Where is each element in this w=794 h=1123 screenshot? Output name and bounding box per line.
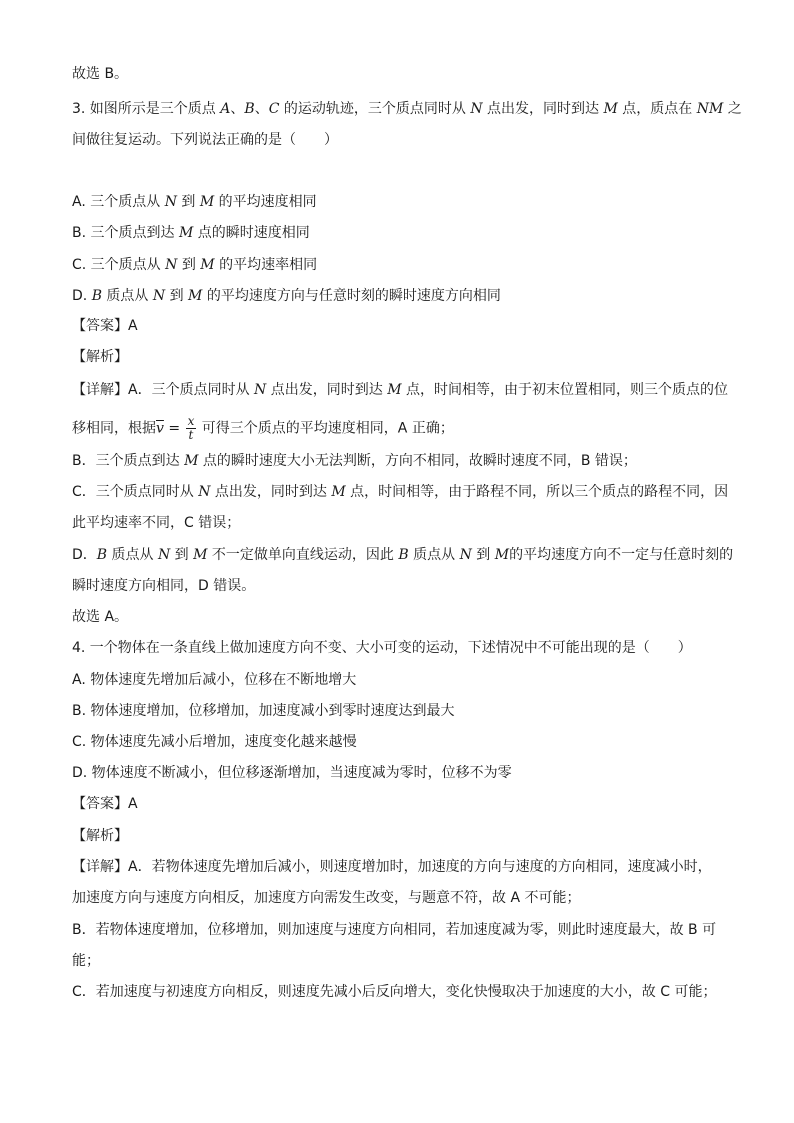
text: C．三个质点同时从 bbox=[72, 484, 199, 500]
q4-option-a: A. 物体速度先增加后减小，位移在不断地增大 bbox=[72, 672, 357, 688]
text: B. 三个质点到达 bbox=[72, 225, 179, 241]
q3-analysis-heading: 【解析】 bbox=[72, 349, 128, 365]
q3-option-a bbox=[72, 192, 317, 212]
var-m: M bbox=[178, 225, 194, 241]
var-n: N bbox=[459, 547, 472, 563]
var-v-bar: $\overline{v}$ bbox=[156, 420, 164, 437]
text: 点，质点在 bbox=[617, 101, 697, 117]
var-n: N bbox=[470, 101, 483, 117]
q3-detail-line-7: 瞬时速度方向相同，D 错误。 bbox=[72, 578, 256, 594]
var-m: M bbox=[603, 101, 618, 117]
var-m: M bbox=[387, 382, 402, 398]
text: 的平均速度相同 bbox=[214, 194, 317, 210]
text: A. 三个质点从 bbox=[72, 194, 165, 210]
text: 3. 如图所示是三个质点 bbox=[72, 101, 221, 117]
text: D. bbox=[72, 288, 92, 304]
text: 到 bbox=[471, 547, 495, 563]
var-b: B bbox=[244, 101, 255, 117]
var-nm: NM bbox=[696, 101, 724, 117]
var-n: N bbox=[164, 194, 177, 210]
q4-answer: 【答案】A bbox=[72, 796, 138, 812]
var-m: M bbox=[188, 288, 203, 304]
var-b: B bbox=[91, 288, 102, 304]
q3-detail-line-5: 此平均速率不同，C 错误； bbox=[72, 515, 241, 531]
q4-detail-line-1: 【详解】A．若物体速度先增加后减小，则速度增加时，加速度的方向与速度的方向相同，速度减小时， bbox=[72, 859, 712, 875]
q3-detail-line-3 bbox=[72, 451, 637, 471]
var-m: M bbox=[331, 484, 346, 500]
var-n: N bbox=[254, 382, 267, 398]
text: C. 三个质点从 bbox=[72, 257, 166, 273]
q3-answer: 【答案】A bbox=[72, 318, 138, 334]
q3-conclusion: 故选 A。 bbox=[72, 609, 129, 625]
text: 不一定做单向直线运动，因此 bbox=[207, 547, 399, 563]
text: 点出发，同时到达 bbox=[266, 382, 388, 398]
q3-stem-line-1 bbox=[72, 99, 742, 119]
text: 质点从 bbox=[408, 547, 460, 563]
q2-conclusion: 故选 B。 bbox=[72, 66, 129, 82]
text: 的平均速度方向不一定与任意时刻的 bbox=[509, 547, 734, 563]
text: 点的瞬时速度大小无法判断，方向不相同，故瞬时速度不同，B 错误； bbox=[198, 453, 637, 469]
var-m: M bbox=[193, 547, 208, 563]
var-n: N bbox=[152, 288, 166, 304]
var-n: N bbox=[198, 484, 211, 500]
text: 点出发，同时到达 bbox=[482, 101, 604, 117]
text: D． bbox=[72, 547, 97, 563]
text: 到 bbox=[170, 547, 194, 563]
text: 之 bbox=[723, 101, 742, 117]
var-m: M bbox=[494, 547, 510, 563]
text: 、 bbox=[254, 101, 269, 117]
fraction-numerator: x bbox=[187, 414, 195, 428]
var-m: M bbox=[184, 453, 199, 469]
var-n: N bbox=[157, 547, 171, 563]
text: 移相同，根据 bbox=[72, 420, 156, 437]
text: 点，时间相等，由于初末位置相同，则三个质点的位 bbox=[401, 382, 728, 398]
text: 【详解】A．三个质点同时从 bbox=[72, 382, 255, 398]
text: 质点从 bbox=[101, 288, 153, 304]
text: 到 bbox=[176, 194, 200, 210]
q4-detail-line-4: 能； bbox=[72, 953, 100, 969]
text: 点出发，同时到达 bbox=[210, 484, 332, 500]
text: 的平均速率相同 bbox=[214, 257, 318, 273]
text: 质点从 bbox=[107, 547, 158, 563]
q4-detail-line-3: B．若物体速度增加，位移增加，则加速度与速度方向相同，若加速度减为零，则此时速度最大，故 B 可 bbox=[72, 922, 717, 938]
text: 到 bbox=[165, 288, 189, 304]
text: 、 bbox=[230, 101, 245, 117]
q3-stem-line-2: 间做往复运动。下列说法正确的是（ ） bbox=[72, 132, 338, 148]
text: 的平均速度方向与任意时刻的瞬时速度方向相同 bbox=[202, 288, 501, 304]
q3-detail-line-1 bbox=[72, 380, 728, 400]
q4-option-c: C. 物体速度先减小后增加，速度变化越来越慢 bbox=[72, 734, 357, 750]
var-m: M bbox=[199, 194, 215, 210]
equals-sign: = bbox=[163, 420, 185, 437]
var-b: B bbox=[96, 547, 108, 563]
text: 点，时间相等，由于路程不同，所以三个质点的路程不同，因 bbox=[345, 484, 729, 500]
q3-detail-line-6 bbox=[72, 545, 733, 565]
q4-detail-line-5: C．若加速度与初速度方向相反，则速度先减小后反向增大，变化快慢取决于加速度的大小，故 C 可能； bbox=[72, 984, 717, 1000]
fraction-x-over-t bbox=[186, 415, 197, 442]
q3-detail-line-2 bbox=[72, 415, 454, 442]
q3-option-c bbox=[72, 255, 317, 275]
var-c: C bbox=[268, 101, 280, 117]
text: 可得三个质点的平均速度相同，A 正确； bbox=[197, 420, 454, 437]
fraction-denominator: t bbox=[188, 428, 194, 442]
q4-option-d: D. 物体速度不断减小，但位移逐渐增加，当速度减为零时，位移不为零 bbox=[72, 765, 512, 781]
text: 的运动轨迹，三个质点同时从 bbox=[279, 101, 471, 117]
q4-analysis-heading: 【解析】 bbox=[72, 828, 128, 844]
q4-detail-line-2: 加速度方向与速度方向相反，加速度方向需发生改变，与题意不符，故 A 不可能； bbox=[72, 890, 581, 906]
var-a: A bbox=[220, 101, 231, 117]
var-m: M bbox=[200, 257, 215, 273]
text: 到 bbox=[177, 257, 201, 273]
var-b: B bbox=[398, 547, 409, 563]
q4-option-b: B. 物体速度增加，位移增加，加速度减小到零时速度达到最大 bbox=[72, 703, 455, 719]
var-n: N bbox=[165, 257, 178, 273]
text: 点的瞬时速度相同 bbox=[193, 225, 310, 241]
text: B．三个质点到达 bbox=[72, 453, 185, 469]
q3-detail-line-4 bbox=[72, 482, 728, 502]
q4-stem: 4. 一个物体在一条直线上做加速度方向不变、大小可变的运动，下述情况中不可能出现的是（ ） bbox=[72, 640, 692, 656]
q3-option-d bbox=[72, 286, 501, 306]
q3-option-b bbox=[72, 223, 310, 243]
